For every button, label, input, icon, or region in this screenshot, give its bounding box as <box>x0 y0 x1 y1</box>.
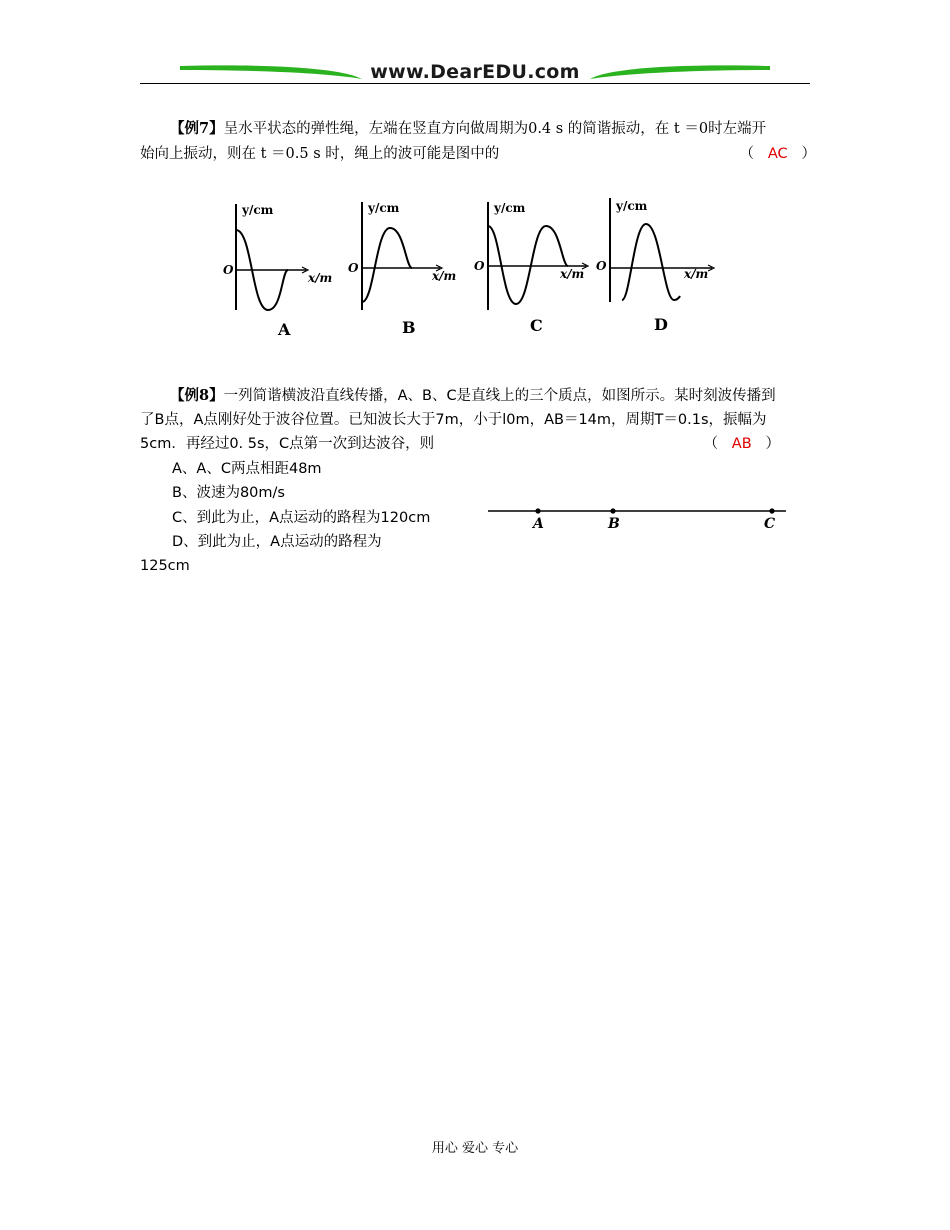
graph-a-xlabel: x/m <box>308 271 333 285</box>
graph-a <box>223 203 332 339</box>
point-c-label: C <box>764 516 776 532</box>
example7-line2: 始向上振动，则在 t ＝0.5 s 时，绳上的波可能是图中的 <box>140 146 500 162</box>
graph-d-origin: O <box>596 259 607 273</box>
paren-close: ） <box>765 436 780 452</box>
graph-c-origin: O <box>474 259 485 273</box>
example8-line2: 了B点，A点刚好处于波谷位置。已知波长大于7m，小于l0m，AB＝14m，周期T＝0.1s，振幅为 <box>140 412 767 428</box>
graph-b-origin: O <box>348 261 359 275</box>
graph-d-xlabel: x/m <box>684 267 709 281</box>
option-d: D、到此为止，A点运动的路程为 <box>172 534 382 550</box>
option-b: B、波速为80m/s <box>172 485 285 501</box>
example8-line1: 一列简谐横波沿直线传播，A、B、C是直线上的三个质点，如图所示。某时刻波传播到 <box>223 388 776 404</box>
site-logo-text[interactable]: www.DearEDU.com <box>370 61 580 83</box>
point-c-dot <box>769 508 774 513</box>
point-a-dot <box>535 508 540 513</box>
graph-a-origin: O <box>223 263 234 277</box>
paren-open: （ <box>703 436 718 452</box>
example8-question-line3 <box>140 432 812 457</box>
point-b-dot <box>610 508 615 513</box>
graph-d <box>596 198 714 334</box>
graph-b <box>348 201 456 337</box>
example8-question <box>140 384 812 409</box>
graph-b-xlabel: x/m <box>432 269 457 283</box>
graph-a-ylabel: y/cm <box>242 203 274 217</box>
example7-answer-box <box>740 142 816 167</box>
example7-question-line2 <box>140 142 816 167</box>
example7-label: 【例7】 <box>170 120 224 137</box>
option-c: C、到此为止，A点运动的路程为120cm <box>172 510 431 526</box>
page-header <box>140 58 810 88</box>
point-a-label: A <box>533 516 544 532</box>
graph-d-ylabel: y/cm <box>616 199 648 213</box>
option-d-continued: 125cm <box>140 558 190 574</box>
example7-answer: AC <box>767 146 788 162</box>
points-line-figure <box>486 500 790 536</box>
wave-graphs-figure <box>220 192 720 342</box>
page-footer: 用心 爱心 专心 <box>431 1141 519 1156</box>
example8-line3: 5cm．再经过0. 5s，C点第一次到达波谷，则 <box>140 436 435 452</box>
graph-c <box>474 201 588 335</box>
paren-open: （ <box>739 146 755 162</box>
paren-close: ） <box>801 146 816 162</box>
option-a: A、A、C两点相距48m <box>172 461 322 477</box>
example8-answer-box <box>703 432 780 457</box>
example8-answer: AB <box>731 436 752 452</box>
point-b-label: B <box>608 516 620 532</box>
graph-b-ylabel: y/cm <box>368 201 400 215</box>
example8-label: 【例8】 <box>170 387 224 404</box>
graph-c-xlabel: x/m <box>560 267 585 281</box>
graph-c-ylabel: y/cm <box>494 201 526 215</box>
example7-question <box>140 117 812 142</box>
graph-d-letter: D <box>654 315 668 334</box>
graph-c-letter: C <box>530 316 543 335</box>
header-rule <box>140 83 810 84</box>
graph-b-letter: B <box>402 318 416 337</box>
graph-a-letter: A <box>278 320 291 339</box>
example7-line1: 呈水平状态的弹性绳，左端在竖直方向做周期为0.4 s 的简谐振动，在 t ＝0时左端开 <box>223 121 767 137</box>
